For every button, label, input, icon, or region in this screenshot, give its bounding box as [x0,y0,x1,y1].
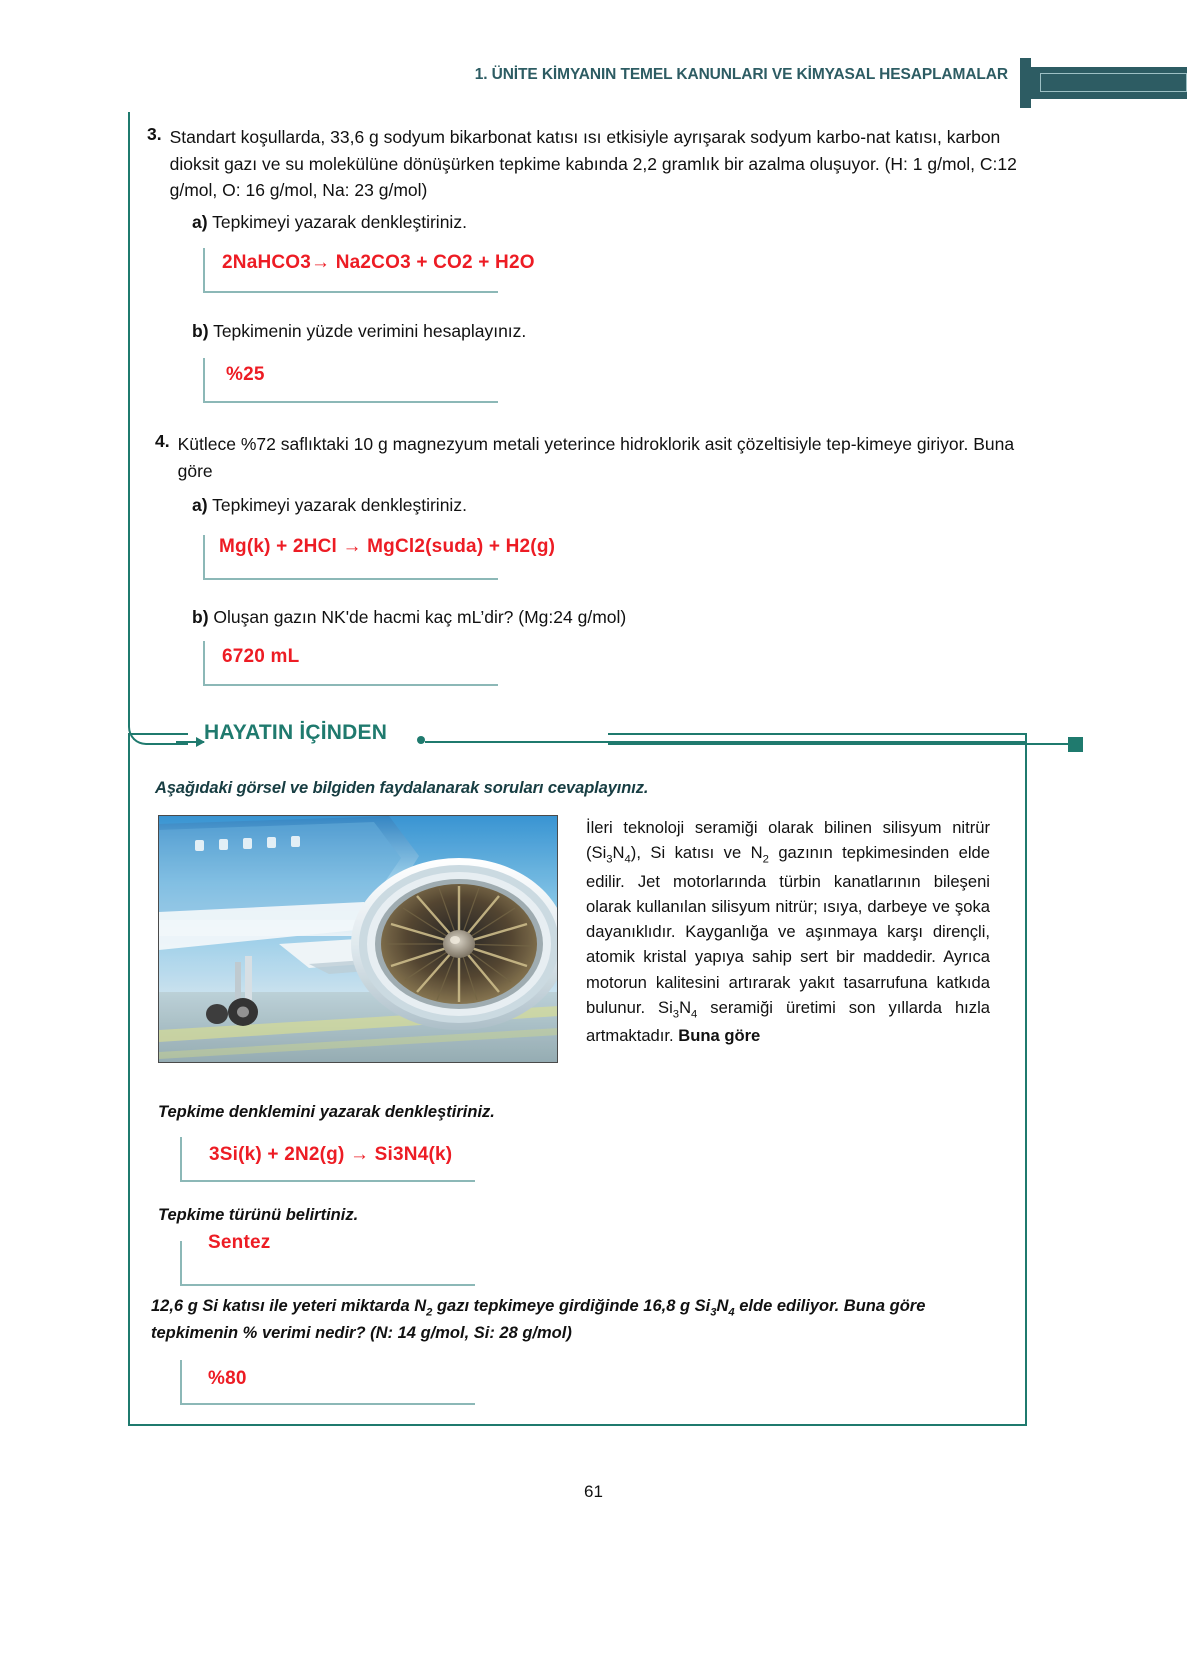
question-3a-prompt [192,209,467,235]
bullet-dot-icon [417,736,425,744]
life-heading-rule [425,741,1027,743]
question-3b-prompt [192,318,526,344]
question-4-text: Kütlece %72 saflıktaki 10 g magnezyum metali yeterince hidroklorik asit çözeltisiyle tep-kimeye giriyor. Buna göre [177,434,1015,481]
jet-engine-photo [158,815,558,1063]
question-4b-prompt [192,604,626,630]
question-3a-text: Tepkimeyi yazarak denkleştiriniz. [212,212,467,232]
answer-text-life-2: Sentez [208,1232,271,1253]
life-section-heading: HAYATIN İÇİNDEN [204,721,388,744]
question-4a-prompt [192,492,467,518]
question-3-text: Standart koşullarda, 33,6 g sodyum bikarbonat katısı ısı etkisiyle ayrışarak sodyum karbo-nat katısı, karbon dioksit gazı ve su molekülüne dönüşürken tepkime kabında 2,2 gramlık bir azalma oluşuyor. (H: 1 g/mol, C:12 g/mol, O: 16 g/mol, Na: 23 g/mol) [169,127,1017,201]
question-4-number: 4. [155,431,170,451]
page-header [0,58,1187,110]
question-4a-label: a) [192,495,208,515]
answer-text-3a: 2NaHCO3→ Na2CO3 + CO2 + H2O [222,252,535,273]
header-bar-vertical [1020,58,1031,108]
answer-text-4b: 6720 mL [222,646,300,667]
question-4b-text: Oluşan gazın NK'de hacmi kaç mL’dir? (Mg:24 g/mol) [213,607,627,627]
question-4a-text: Tepkimeyi yazarak denkleştiriniz. [212,495,467,515]
life-section-instruction: Aşağıdaki görsel ve bilgiden faydalanarak soruları cevaplayınız. [155,779,649,797]
jet-engine-illustration [159,816,558,1063]
answer-text-life-1: 3Si(k) + 2N2(g) → Si3N4(k) [209,1144,453,1165]
arrow-right-icon [176,741,204,743]
answer-text-3b: %25 [226,364,265,385]
question-3b-text: Tepkimenin yüzde verimini hesaplayınız. [213,321,527,341]
page-number: 61 [584,1482,603,1501]
question-4 [155,431,1035,484]
question-3 [147,124,1027,204]
life-question-2: Tepkime türünü belirtiniz. [158,1206,359,1224]
unit-title: 1. ÜNİTE KİMYANIN TEMEL KANUNLARI VE KİMYASAL HESAPLAMALAR [474,66,1008,83]
answer-text-4a: Mg(k) + 2HCl → MgCl2(suda) + H2(g) [219,536,556,557]
question-4b-label: b) [192,607,209,627]
life-question-1: Tepkime denklemini yazarak denkleştiriniz. [158,1103,495,1121]
question-3a-label: a) [192,212,208,232]
article-paragraph: İleri teknoloji seramiği olarak bilinen silisyum nitrür $(Si_3N_4)$, Si katısı ve $N_2$ gazının tepkimesinden elde edilir. Jet motorlarında türbin kanatlarının bileşeni olarak kullanılan silisyum nitrür; ısıya, darbeye ve şoka dayanıklıdır. Kayganlığa ve aşınmaya karşı dirençli, atomik kristal yapıya sahip sert bir maddedir. Ayrıca motorun kalitesini artırarak yakıt tasarrufuna katkıda bulunur. $Si_3N_4$ seramiği üretimi son yıllarda hızla artmaktadır. Buna göre [586,818,991,1046]
questions-box-endcap [1068,737,1083,752]
question-3b-label: b) [192,321,209,341]
header-bar-inner-outline [1040,73,1187,92]
life-question-3: 12,6 g Si katısı ile yeteri miktarda $N_2$ gazı tepkimeye girdiğinde 16,8 g $Si_3N_4$ elde ediliyor. Buna göre tepkimenin % verimi nedir? (N: 14 g/mol, Si: 28 g/mol) [151,1297,926,1343]
answer-text-life-3: %80 [208,1368,247,1389]
question-3-number: 3. [147,124,162,144]
